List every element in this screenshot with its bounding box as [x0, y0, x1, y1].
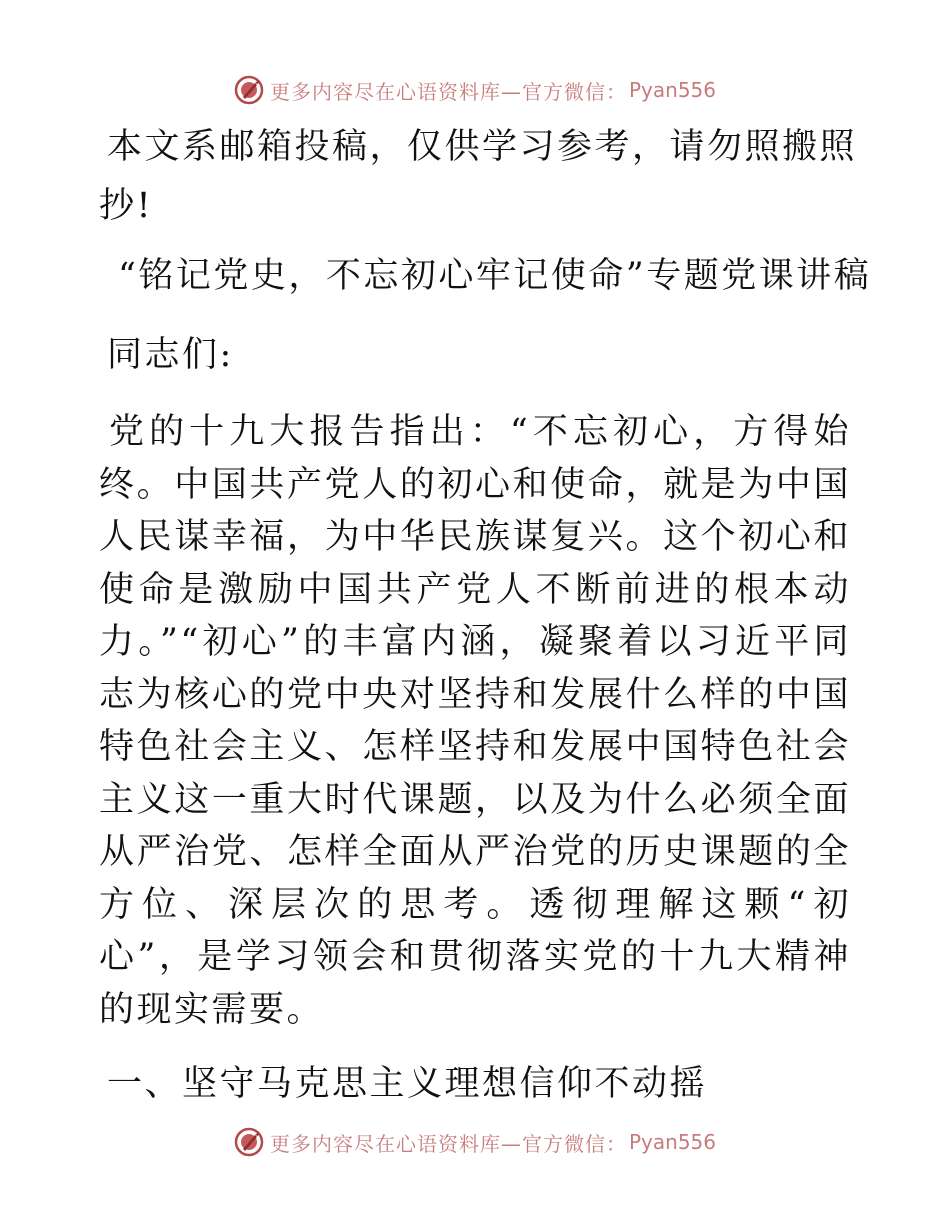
watermark-text: 更多内容尽在心语资料库—官方微信： [269, 1131, 627, 1156]
watermark-contact: Pyan556 [628, 1130, 716, 1154]
pen-seal-icon [234, 75, 264, 105]
watermark-text: 更多内容尽在心语资料库—官方微信： [269, 79, 627, 104]
watermark-contact: Pyan556 [628, 78, 716, 102]
body-paragraph: 党的十九大报告指出：“不忘初心，方得始终。中国共产党人的初心和使命，就是为中国人民谋幸福，为中华民族谋复兴。这个初心和使命是激励中国共产党人不断前进的根本动力。”“初心”的丰富内涵，凝聚着以习近平同志为核心的党中央对坚持和发展什么样的中国特色社会主义、怎样坚持和发展中国特色社会主义这一重大时代课题，以及为什么必须全面从严治党、怎样全面从严治党的历史课题的全方位、深层次的思考。透彻理解这颗“初心”，是学习领会和贯彻落实党的十九大精神的现实需要。 [99, 412, 851, 1030]
footer-watermark [0, 1122, 950, 1162]
document-title: “铭记党史，不忘初心牢记使命”专题党课讲稿 [118, 256, 872, 296]
pen-seal-icon [234, 1127, 264, 1157]
header-watermark [0, 70, 950, 110]
notice-line-2: 抄! [99, 186, 154, 226]
notice-line-1: 本文系邮箱投稿，仅供学习参考，请勿照搬照 [107, 127, 858, 167]
section-heading: 一、坚守马克思主义理想信仰不动摇 [107, 1064, 708, 1104]
salutation: 同志们: [107, 335, 234, 375]
